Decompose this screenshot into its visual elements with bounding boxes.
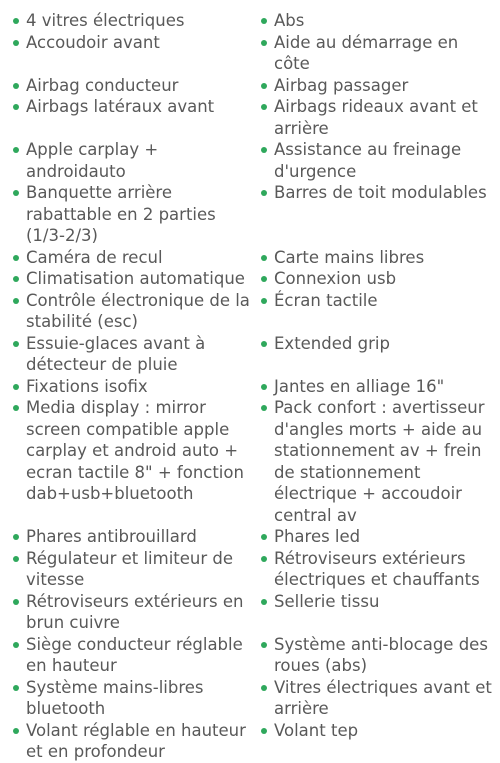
list-item	[10, 75, 258, 97]
bullet-icon	[13, 534, 19, 540]
bullet-icon	[13, 642, 19, 648]
list-item	[258, 333, 496, 376]
item-label: Régulateur et limiteur de vitesse	[26, 548, 234, 589]
item-label: Carte mains libres	[274, 247, 425, 267]
item-label: Contrôle électronique de la stabilité (esc)	[26, 290, 250, 331]
item-label: Écran tactile	[274, 290, 378, 310]
bullet-icon	[261, 83, 267, 89]
list-item	[258, 397, 496, 526]
list-item	[258, 32, 496, 75]
list-item	[258, 290, 496, 333]
list-item	[258, 634, 496, 677]
list-item	[258, 591, 496, 634]
list-item	[10, 247, 258, 269]
bullet-icon	[261, 728, 267, 734]
bullet-icon	[13, 276, 19, 282]
item-label: Système anti-blocage des roues (abs)	[274, 634, 488, 675]
list-item	[10, 333, 258, 376]
item-label: Volant réglable en hauteur et en profondeur	[26, 720, 246, 761]
list-item	[10, 591, 258, 634]
bullet-icon	[261, 255, 267, 261]
list-item	[10, 720, 258, 763]
bullet-icon	[261, 599, 267, 605]
bullet-icon	[261, 190, 267, 196]
list-item	[258, 376, 496, 398]
list-item	[10, 10, 258, 32]
bullet-icon	[261, 40, 267, 46]
bullet-icon	[13, 298, 19, 304]
item-label: Pack confort : avertisseur d'angles morts + aide au stationnement av + frein de stationnement électrique + accoudoir central av	[274, 398, 485, 525]
list-item	[258, 96, 496, 139]
list-item	[10, 96, 258, 139]
bullet-icon	[13, 384, 19, 390]
list-item	[10, 139, 258, 182]
item-label: Media display : mirror screen compatible apple carplay et android auto + ecran tactile 8" + fonction dab+usb+bluetooth	[26, 398, 244, 503]
item-label: Assistance au freinage d'urgence	[274, 140, 462, 181]
bullet-icon	[261, 405, 267, 411]
bullet-icon	[13, 104, 19, 110]
list-item	[10, 397, 258, 526]
list-item	[10, 290, 258, 333]
item-label: Rétroviseurs extérieurs en brun cuivre	[26, 591, 244, 632]
item-label: Vitres électriques avant et arrière	[274, 677, 492, 718]
item-label: Rétroviseurs extérieurs électriques et chauffants	[274, 548, 480, 589]
item-label: Airbags rideaux avant et arrière	[274, 97, 478, 138]
item-label: Caméra de recul	[26, 247, 163, 267]
list-item	[258, 139, 496, 182]
bullet-icon	[13, 685, 19, 691]
list-item	[258, 526, 496, 548]
list-item	[258, 10, 496, 32]
equipment-list	[10, 10, 496, 763]
list-item	[10, 376, 258, 398]
bullet-icon	[13, 341, 19, 347]
item-label: Fixations isofix	[26, 376, 148, 396]
list-item	[10, 548, 258, 591]
list-item	[10, 182, 258, 247]
list-item	[258, 548, 496, 591]
bullet-icon	[13, 147, 19, 153]
bullet-icon	[13, 40, 19, 46]
bullet-icon	[261, 104, 267, 110]
item-label: Apple carplay + androidauto	[26, 140, 159, 181]
list-item	[258, 268, 496, 290]
bullet-icon	[261, 341, 267, 347]
list-item	[10, 32, 258, 75]
bullet-icon	[261, 147, 267, 153]
bullet-icon	[13, 190, 19, 196]
item-label: Sellerie tissu	[274, 591, 380, 611]
bullet-icon	[261, 642, 267, 648]
bullet-icon	[13, 599, 19, 605]
list-item	[10, 634, 258, 677]
item-label: Climatisation automatique	[26, 269, 245, 288]
item-label: Airbag conducteur	[26, 75, 179, 95]
bullet-icon	[13, 18, 19, 24]
bullet-icon	[261, 18, 267, 24]
bullet-icon	[261, 298, 267, 304]
item-label: Volant tep	[274, 720, 359, 740]
bullet-icon	[13, 728, 19, 734]
item-label: Phares antibrouillard	[26, 527, 197, 546]
list-item	[10, 526, 258, 548]
bullet-icon	[13, 255, 19, 261]
item-label: Airbags latéraux avant	[26, 97, 215, 116]
list-item	[258, 182, 496, 247]
item-label: Système mains-libres bluetooth	[26, 677, 204, 718]
list-item	[258, 677, 496, 720]
item-label: Barres de toit modulables	[274, 183, 487, 202]
item-label: Aide au démarrage en côte	[274, 32, 459, 73]
item-label: Extended grip	[274, 333, 390, 353]
list-item	[258, 247, 496, 269]
item-label: Phares led	[274, 527, 361, 546]
bullet-icon	[261, 384, 267, 390]
item-label: Essuie-glaces avant à détecteur de pluie	[26, 333, 206, 374]
item-label: Abs	[274, 11, 305, 30]
item-label: Airbag passager	[274, 75, 409, 95]
list-item	[10, 677, 258, 720]
item-label: Siège conducteur réglable en hauteur	[26, 634, 243, 675]
bullet-icon	[13, 83, 19, 89]
item-label: Banquette arrière rabattable en 2 parties (1/3-2/3)	[26, 183, 216, 245]
bullet-icon	[261, 534, 267, 540]
bullet-icon	[13, 556, 19, 562]
item-label: 4 vitres électriques	[26, 11, 185, 30]
item-label: Connexion usb	[274, 269, 397, 288]
bullet-icon	[13, 405, 19, 411]
item-label: Jantes en alliage 16"	[274, 376, 445, 396]
item-label: Accoudoir avant	[26, 32, 160, 52]
bullet-icon	[261, 685, 267, 691]
bullet-icon	[261, 556, 267, 562]
list-item	[10, 268, 258, 290]
bullet-icon	[261, 276, 267, 282]
list-item	[258, 75, 496, 97]
list-item	[258, 720, 496, 763]
